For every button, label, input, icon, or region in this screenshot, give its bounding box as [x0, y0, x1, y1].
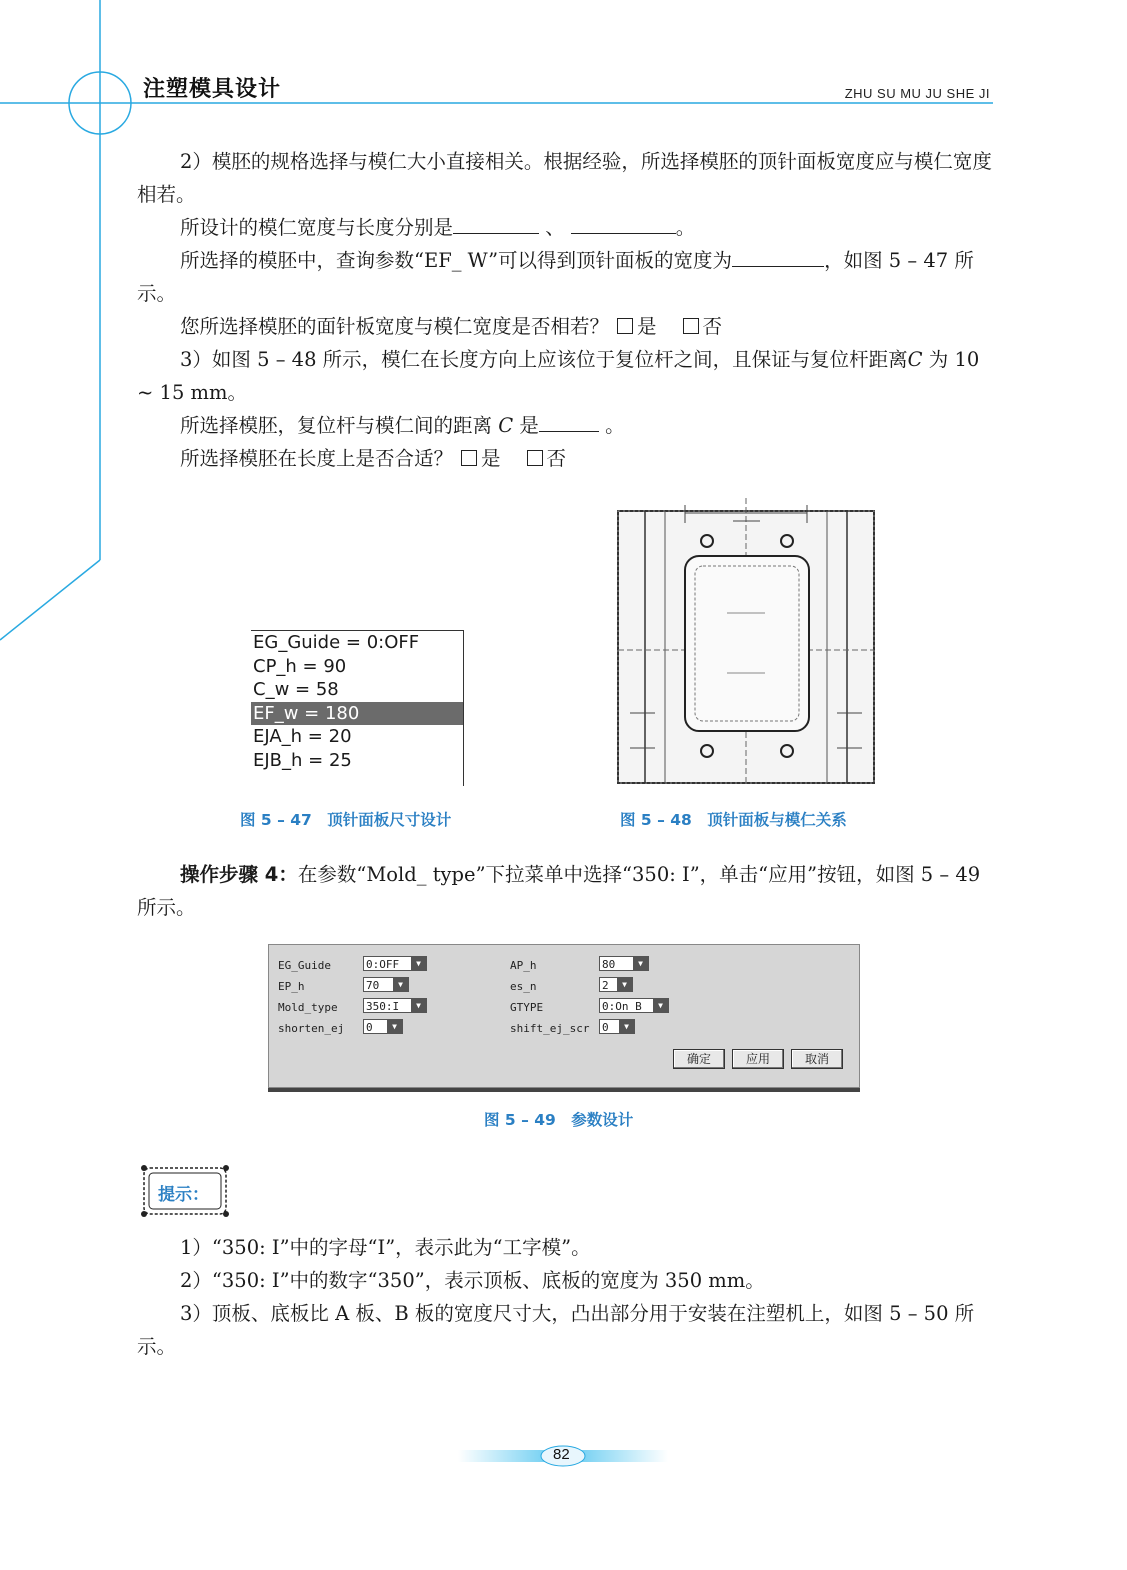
eg-guide-value: 0:OFF	[366, 958, 400, 971]
p5-var: C	[907, 348, 923, 371]
p2-text: 所设计的模仁宽度与长度分别是	[180, 216, 454, 239]
chevron-down-icon: ▼	[633, 957, 648, 970]
checkbox-no-2[interactable]	[527, 450, 543, 466]
shift-ej-dropdown[interactable]	[599, 1019, 635, 1034]
param-row: EJB_h = 25	[253, 749, 352, 771]
p3-end: ，如图 5 – 47 所示。	[137, 249, 974, 305]
p3-text: 所选择的模胚中，查询参数“EF_ W”可以得到顶针面板的宽度为	[180, 249, 733, 272]
book-title: 注塑模具设计	[143, 77, 282, 102]
tip-item-2: 2）“350: I”中的数字“350”，表示顶板、底板的宽度为 350 mm。	[180, 1269, 765, 1292]
shift-ej-value: 0	[602, 1021, 609, 1034]
answer-blank-width[interactable]	[453, 211, 539, 234]
ok-button[interactable]: 确定	[673, 1049, 725, 1069]
p4-text: 您所选择模胚的面针板宽度与模仁宽度是否相若？	[180, 315, 610, 338]
tip-item-1: 1）“350: I”中的字母“I”，表示此为“工字模”。	[180, 1236, 591, 1259]
es-n-value: 2	[602, 979, 609, 992]
p7-yes-label: 是	[481, 447, 501, 470]
paragraph-4	[137, 310, 993, 343]
param-label: AP_h	[510, 959, 537, 972]
tip-label: 提示：	[158, 1185, 209, 1205]
param-label: Mold_type	[278, 1001, 338, 1014]
cancel-button[interactable]: 取消	[791, 1049, 843, 1069]
p6-var: C	[498, 414, 514, 437]
caption-fig-5-48: 图 5 – 48 顶针面板与模仁关系	[620, 811, 847, 829]
chevron-down-icon: ▼	[619, 1020, 634, 1033]
caption-fig-5-47: 图 5 – 47 顶针面板尺寸设计	[240, 811, 452, 829]
chevron-down-icon: ▼	[617, 978, 632, 991]
figure-5-47-param-list	[251, 630, 464, 786]
p2-end: 。	[675, 216, 696, 239]
caption-fig-5-49: 图 5 – 49 参数设计	[484, 1111, 634, 1129]
apply-button[interactable]: 应用	[732, 1049, 784, 1069]
p6-text: 所选择模胚，复位杆与模仁间的距离	[180, 414, 493, 437]
shorten-ej-dropdown[interactable]	[363, 1019, 403, 1034]
param-label: shorten_ej	[278, 1022, 345, 1035]
chevron-down-icon: ▼	[411, 957, 426, 970]
tip-item-3: 3）顶板、底板比 A 板、B 板的宽度尺寸大，凸出部分用于安装在注塑机上，如图 5 – 50 所示。	[137, 1302, 975, 1358]
ap-h-value: 80	[602, 958, 616, 971]
gtype-value: 0:On B	[602, 1000, 642, 1013]
figure-5-49-param-dialog	[268, 944, 860, 1088]
chevron-down-icon: ▼	[393, 978, 408, 991]
p5-end: 为 10 ~ 15 mm。	[137, 348, 980, 404]
paragraph-2	[137, 211, 993, 244]
step-4-text: 在参数“Mold_ type”下拉菜单中选择“350: I”，单击“应用”按钮，如图 5 – 49 所示。	[137, 863, 981, 919]
param-label: EG_Guide	[278, 959, 331, 972]
p5-text: 3）如图 5 – 48 所示，模仁在长度方向上应该位于复位杆之间，且保证与复位杆距离	[180, 348, 908, 371]
mold-type-value: 350:I	[366, 1000, 400, 1013]
paragraph-7	[137, 442, 993, 475]
book-title-pinyin: ZHU SU MU JU SHE JI	[844, 86, 990, 101]
answer-blank-ef-width[interactable]	[732, 244, 824, 267]
param-row: CP_h = 90	[253, 655, 347, 677]
chevron-down-icon: ▼	[387, 1020, 402, 1033]
step-4-paragraph	[137, 858, 993, 924]
checkbox-yes[interactable]	[617, 318, 633, 334]
param-label: GTYPE	[510, 1001, 544, 1014]
figure-5-48-mold-drawing	[615, 493, 877, 785]
answer-blank-length[interactable]	[571, 211, 676, 234]
p7-text: 所选择模胚在长度上是否合适？	[180, 447, 454, 470]
p2-sep: 、	[545, 216, 565, 239]
chevron-down-icon: ▼	[411, 999, 426, 1012]
param-row: C_w = 58	[253, 679, 339, 700]
param-label: EP_h	[278, 980, 305, 993]
ap-h-dropdown[interactable]	[599, 956, 649, 971]
paragraph-1: 2）模胚的规格选择与模仁大小直接相关。根据经验，所选择模胚的顶针面板宽度应与模仁宽度相若。	[137, 150, 992, 206]
param-label: es_n	[510, 980, 537, 993]
param-row-selected: EF_w = 180	[251, 702, 463, 726]
gtype-dropdown[interactable]	[599, 998, 669, 1013]
p6-is: 是	[519, 414, 539, 437]
checkbox-no[interactable]	[683, 318, 699, 334]
page-number: 82	[553, 1446, 570, 1463]
mold-type-dropdown[interactable]	[363, 998, 427, 1013]
shorten-ej-value: 0	[366, 1021, 373, 1034]
p4-yes-label: 是	[637, 315, 657, 338]
es-n-dropdown[interactable]	[599, 977, 633, 992]
paragraph-5	[137, 343, 993, 409]
p7-no-label: 否	[546, 447, 567, 470]
eg-guide-dropdown[interactable]	[363, 956, 427, 971]
step-4-label: 操作步骤 4：	[180, 863, 298, 886]
p6-end: 。	[605, 414, 625, 437]
param-label: shift_ej_scr	[510, 1022, 590, 1035]
paragraph-3	[137, 244, 993, 310]
param-row: EG_Guide = 0:OFF	[253, 632, 420, 653]
answer-blank-distance[interactable]	[539, 409, 599, 432]
chevron-down-icon: ▼	[653, 999, 668, 1012]
checkbox-yes-2[interactable]	[461, 450, 477, 466]
p4-no-label: 否	[702, 315, 723, 338]
param-row: EJA_h = 20	[253, 726, 352, 747]
ep-h-dropdown[interactable]	[363, 977, 409, 992]
paragraph-6	[137, 409, 993, 442]
ep-h-value: 70	[366, 979, 380, 992]
